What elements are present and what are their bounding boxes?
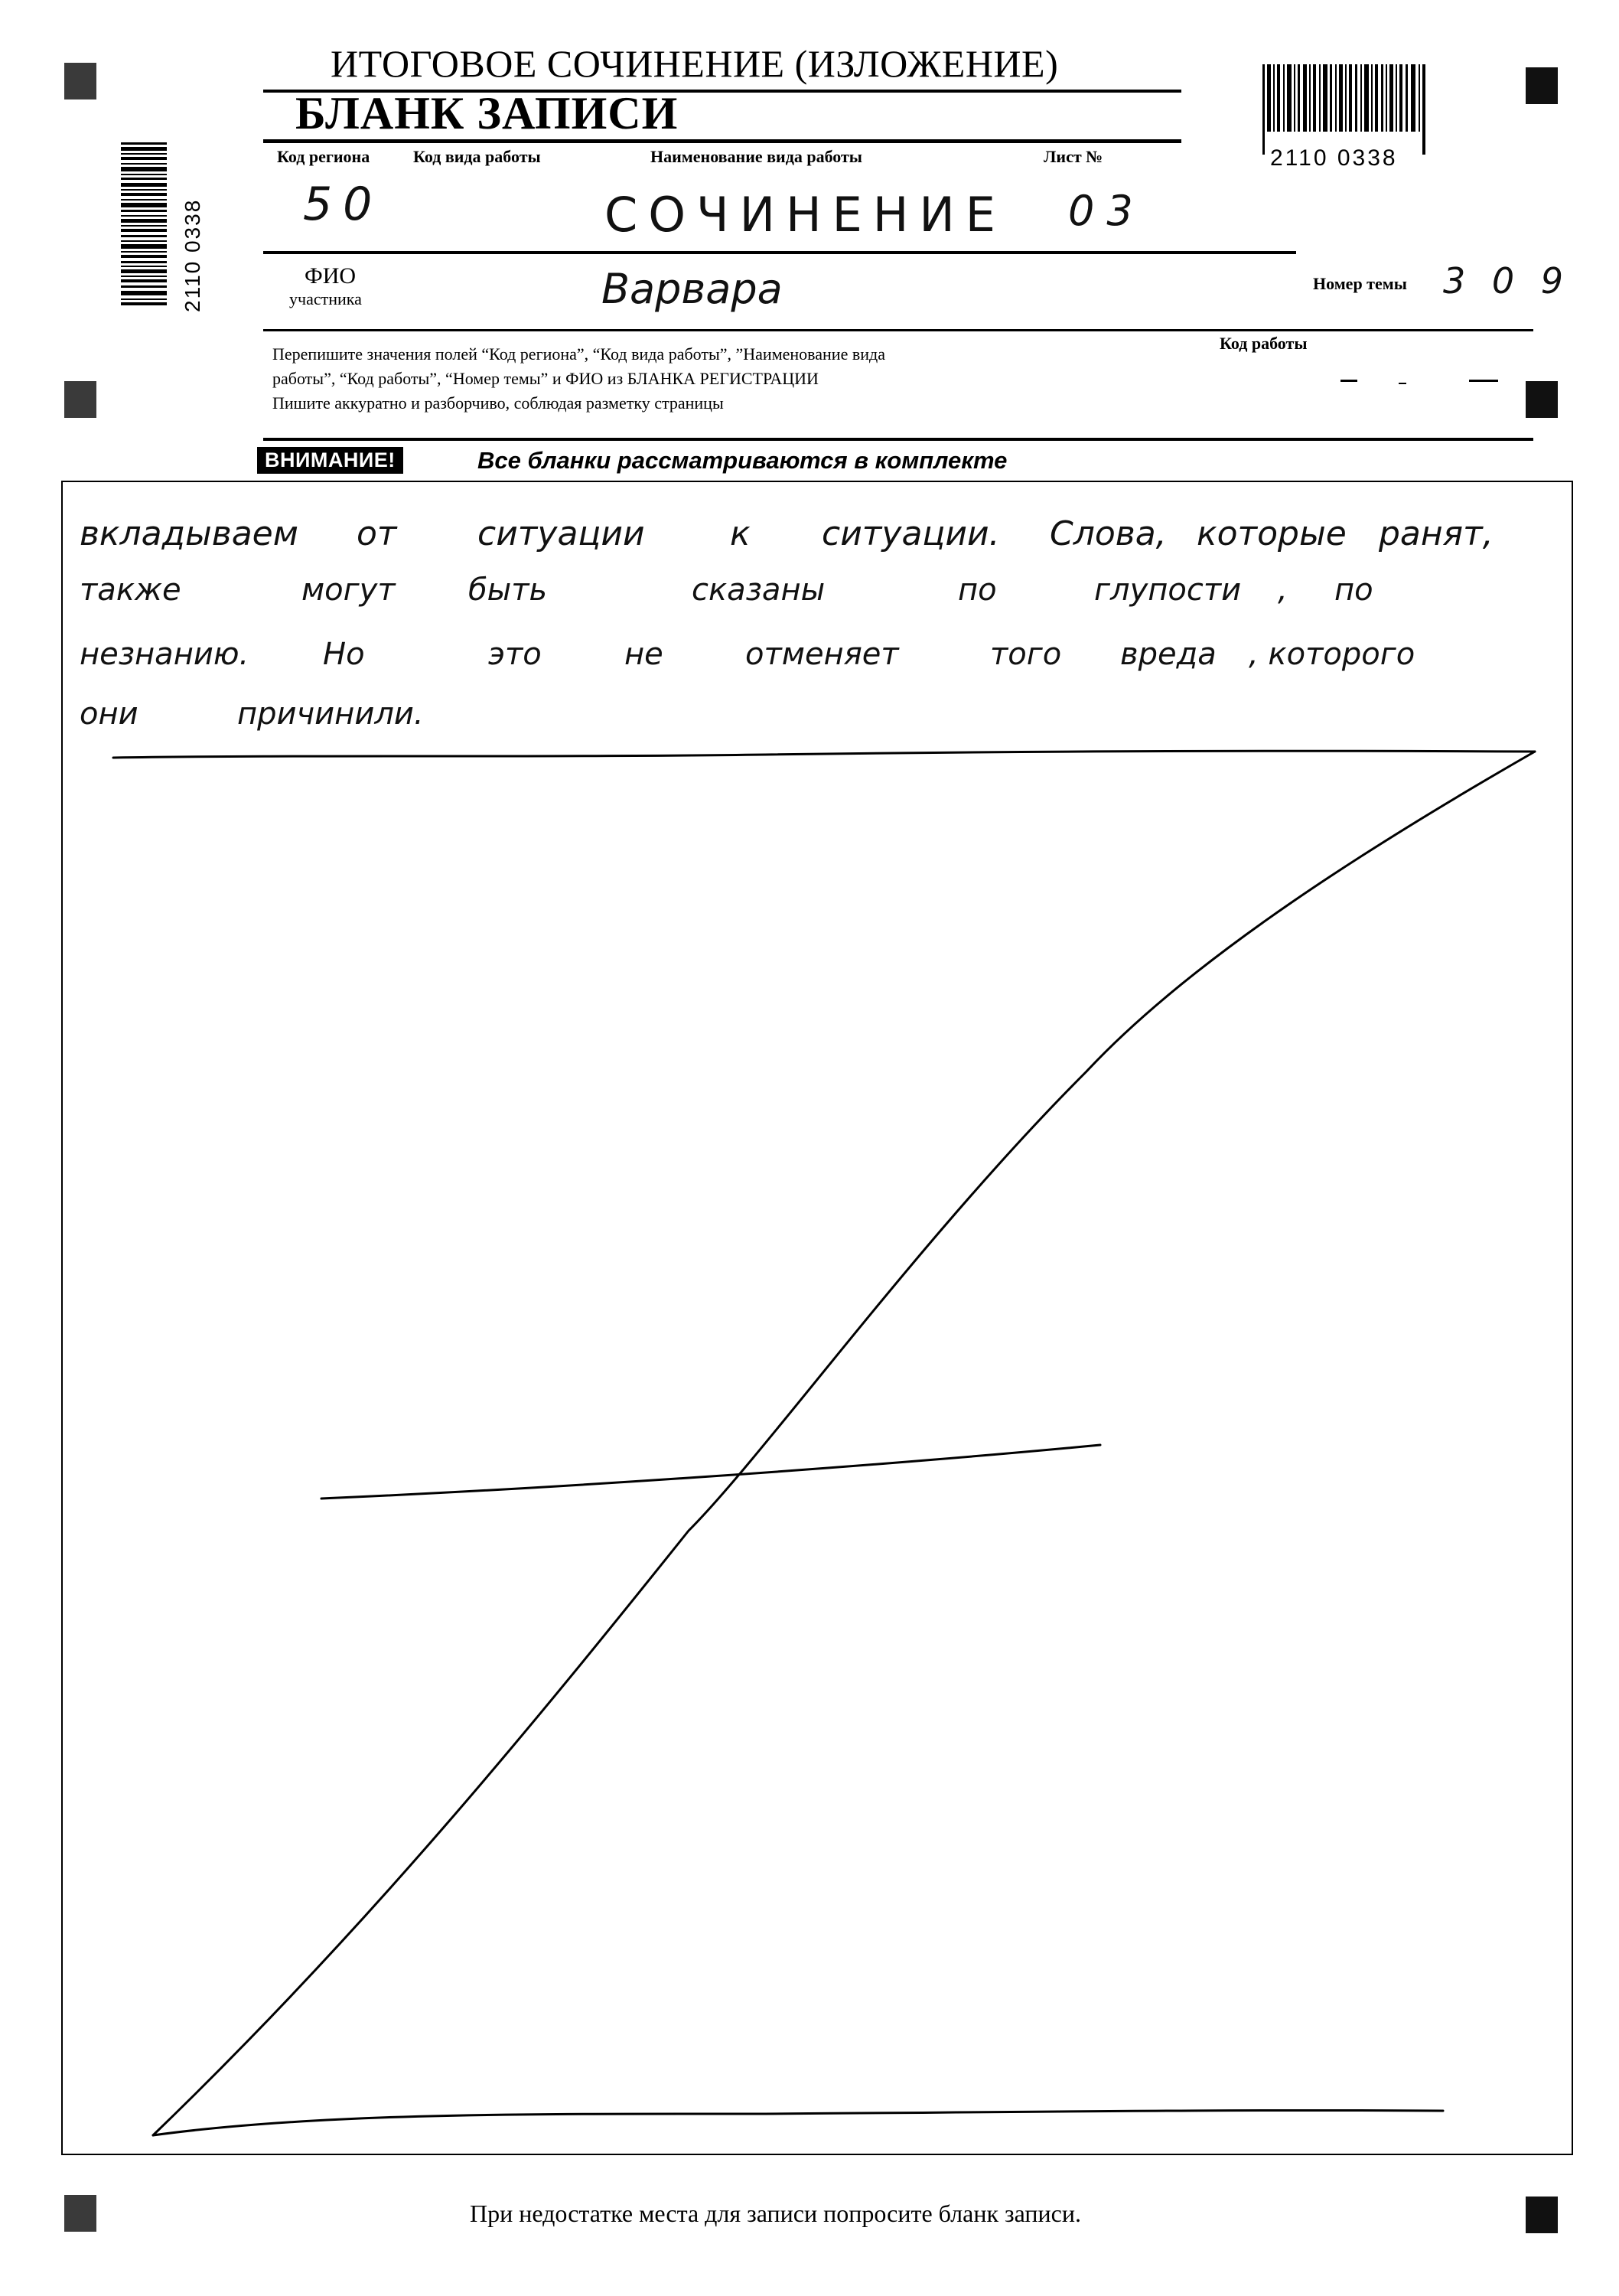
hand-word: Слова, (1050, 514, 1167, 553)
hand-word: того (990, 637, 1062, 672)
form-subtitle: БЛАНК ЗАПИСИ (295, 88, 679, 139)
footer-note: При недостатке места для записи попросите бланк записи. (470, 2200, 1081, 2227)
instruction-line-2: работы”, “Код работы”, “Номер темы” и ФИО из БЛАНКА РЕГИСТРАЦИИ (272, 369, 819, 388)
strikeout-cross-line (321, 1445, 1100, 1499)
hand-word: быть (468, 572, 548, 608)
hand-word: по (1334, 572, 1373, 608)
hand-word: Но (323, 637, 365, 672)
label-fio: ФИО (305, 263, 357, 289)
instruction-line-3: Пишите аккуратно и разборчиво, соблюдая разметку страницы (272, 393, 724, 413)
attention-text: Все бланки рассматриваются в комплекте (477, 447, 1008, 474)
hand-word: которые (1197, 514, 1347, 553)
value-fio: Варвара (601, 265, 783, 313)
hand-word: , которого (1249, 637, 1415, 672)
barcode-vertical-number: 2110 0338 (181, 198, 204, 312)
hand-word: незнанию. (80, 637, 249, 672)
label-region-code: Код региона (277, 147, 370, 166)
label-sheet-no: Лист № (1044, 147, 1103, 166)
label-participant: участника (289, 289, 362, 308)
hand-word: причинили. (237, 696, 424, 732)
hand-word: не (624, 637, 663, 672)
attention-badge: ВНИМАНИЕ! (257, 447, 403, 474)
hand-word: сказаны (692, 572, 826, 608)
value-region-code: 50 (303, 178, 383, 231)
hand-word: отменяет (745, 637, 899, 672)
label-work-code: Код работы (1220, 334, 1308, 353)
hand-word: к (730, 514, 751, 553)
hand-word: ранят, (1379, 514, 1494, 553)
label-work-type-code: Код вида работы (413, 147, 541, 166)
hand-word: это (488, 637, 542, 672)
hand-word: ситуации (477, 514, 645, 553)
hand-word: по (958, 572, 997, 608)
hand-word: глупости (1094, 572, 1242, 608)
hand-word: ситуации. (822, 514, 1000, 553)
label-topic-no: Номер темы (1313, 274, 1407, 293)
hand-word: они (80, 696, 138, 732)
hand-word: также (80, 572, 181, 608)
strikeout-bottom-line (153, 2110, 1443, 2135)
label-work-type-name: Наименование вида работы (650, 147, 862, 166)
hand-word: вреда (1120, 637, 1217, 672)
instruction-line-1: Перепишите значения полей “Код региона”, “Код вида работы”, ”Наименование вида (272, 344, 885, 364)
value-work-type-name: СОЧИНЕНИЕ (604, 187, 1006, 243)
barcode-horizontal-number: 2110 0338 (1270, 145, 1398, 171)
form-title: ИТОГОВОЕ СОЧИНЕНИЕ (ИЗЛОЖЕНИЕ) (331, 42, 1059, 85)
strikeout-top-line (113, 751, 1535, 758)
strikeout-diagonal (153, 752, 1535, 2135)
hand-word: , (1278, 572, 1288, 608)
hand-word: вкладываем (80, 514, 298, 553)
value-topic-no: 3 0 9 (1443, 260, 1572, 302)
hand-word: от (357, 514, 397, 553)
hand-word: могут (301, 572, 396, 608)
value-sheet-no: 03 (1068, 187, 1145, 235)
